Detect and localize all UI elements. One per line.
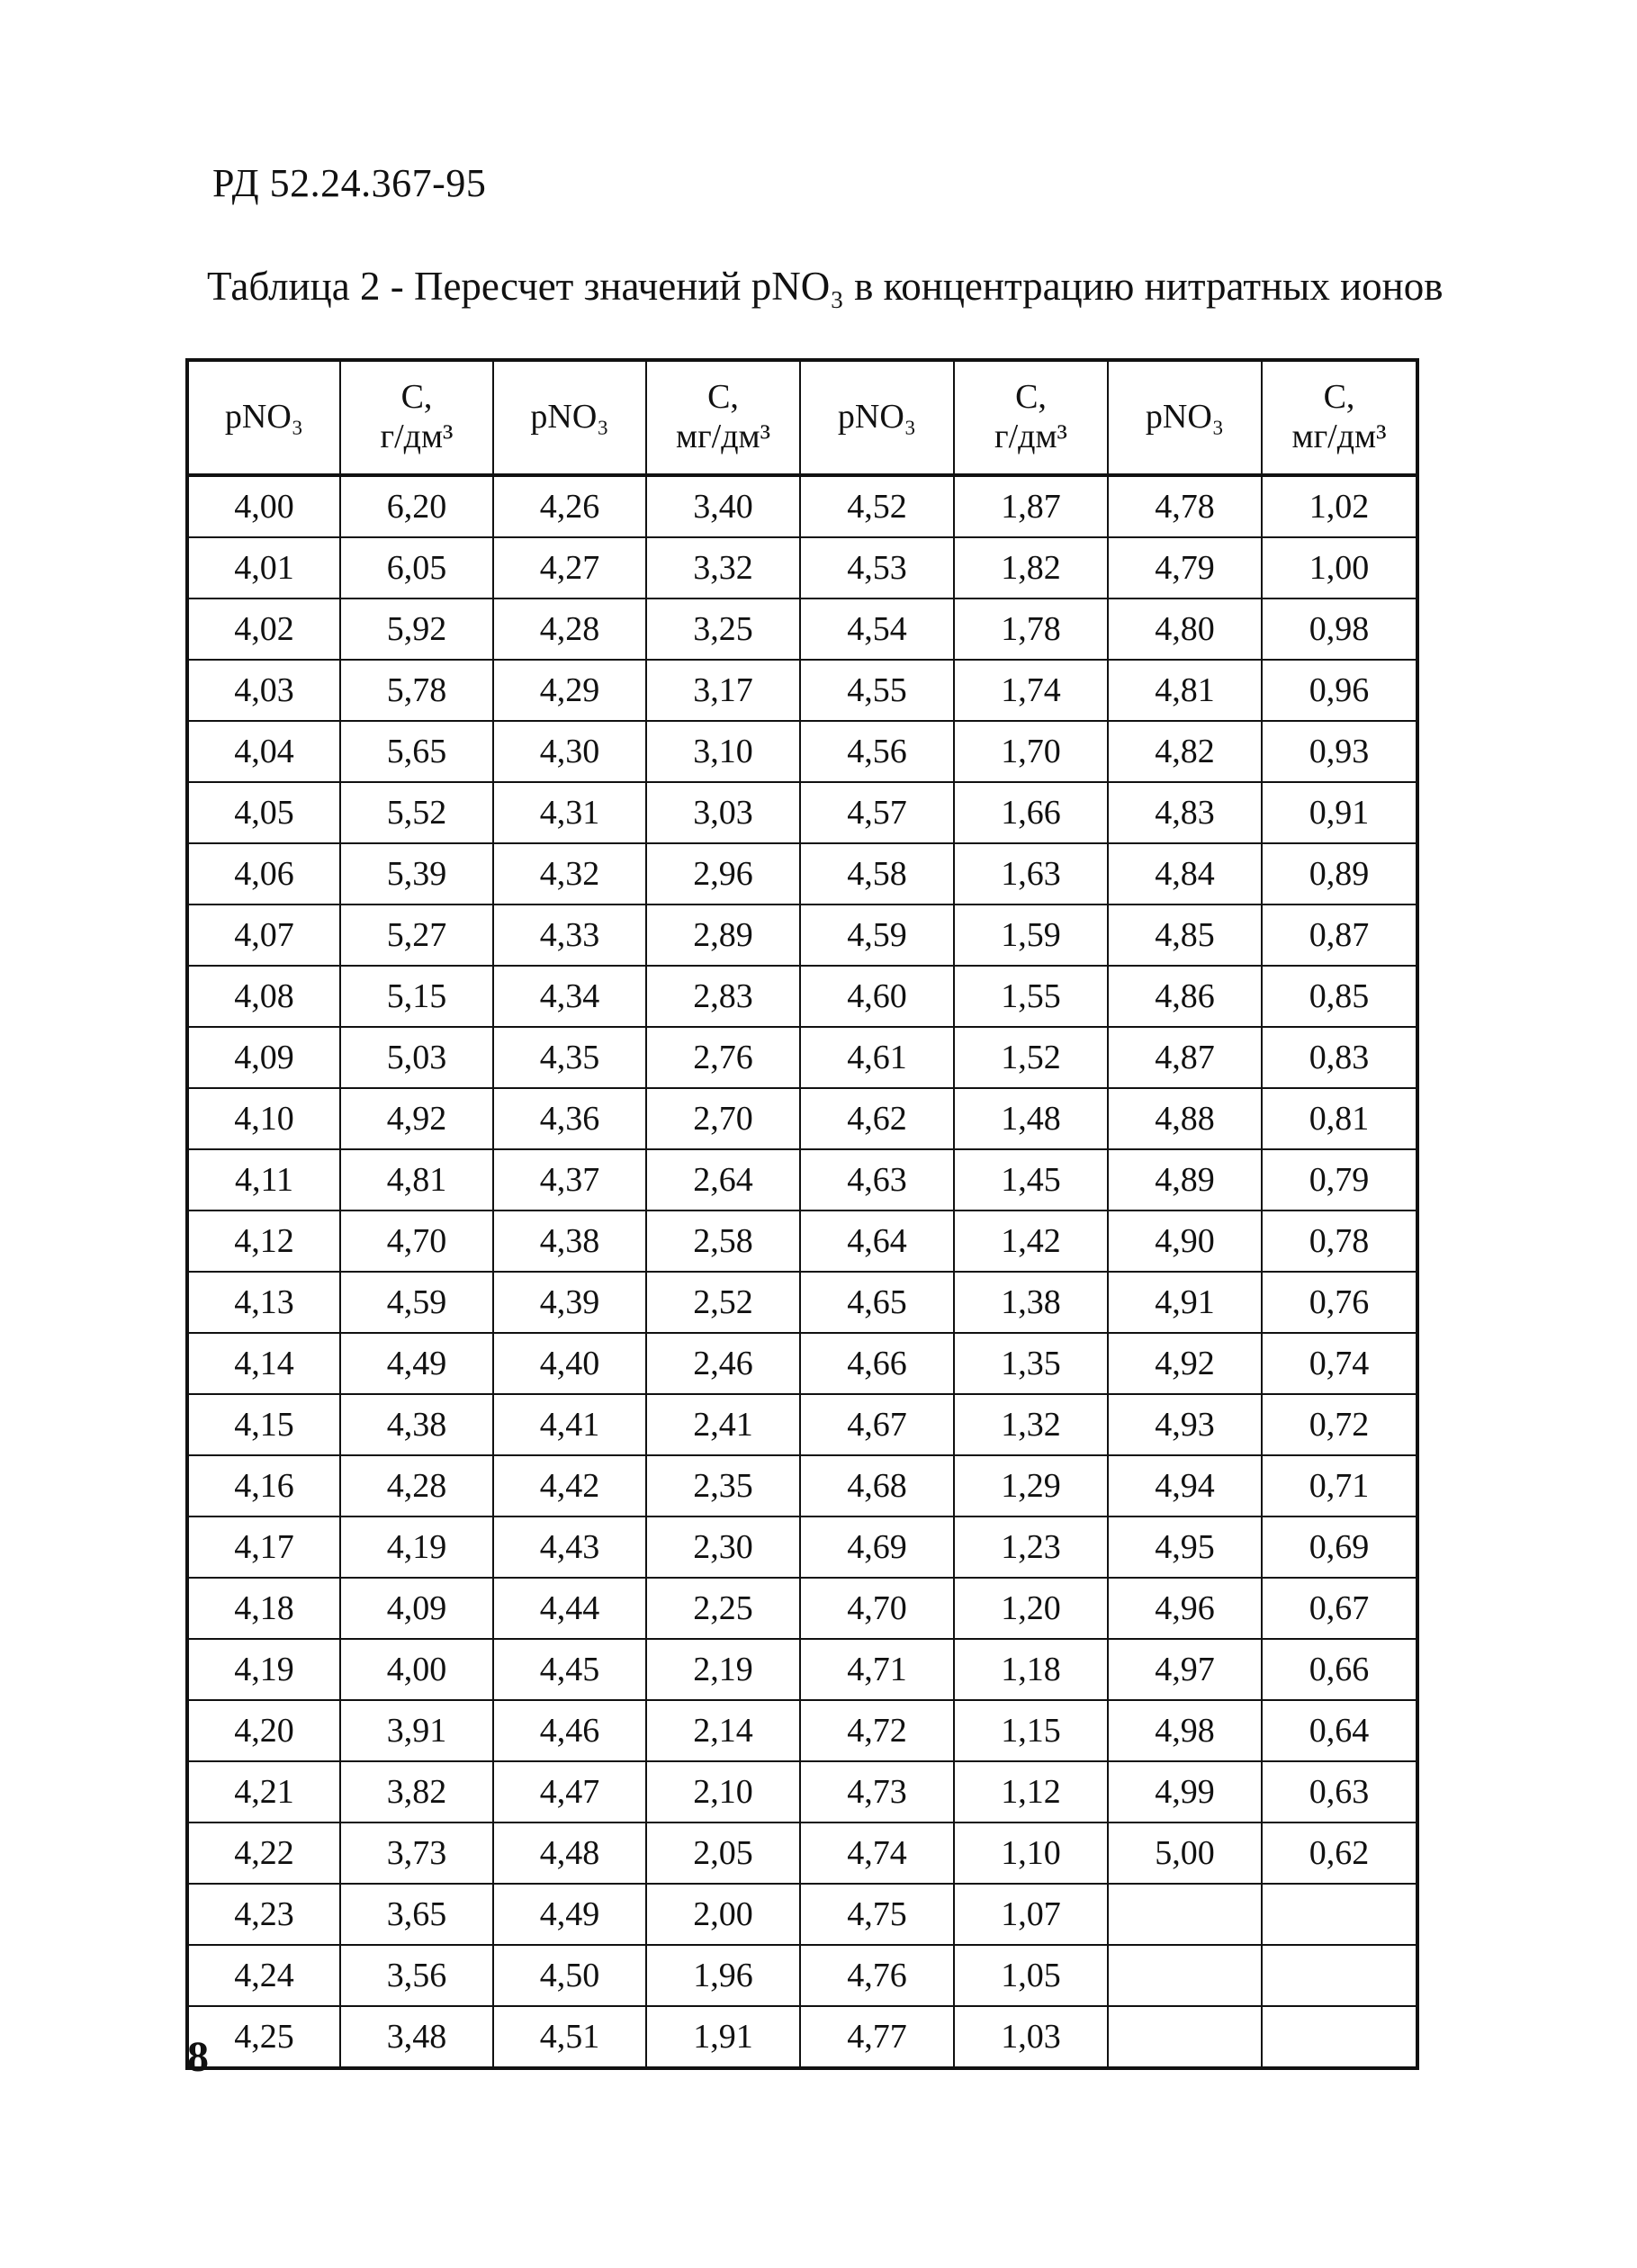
concentration-cell: 4,81 bbox=[340, 1149, 493, 1210]
pno3-cell: 4,02 bbox=[187, 598, 340, 660]
table-row bbox=[187, 1700, 1417, 1761]
page-number: 8 bbox=[187, 2033, 209, 2081]
pno3-cell bbox=[1108, 1945, 1262, 2006]
table-body bbox=[187, 475, 1417, 2068]
table-row bbox=[187, 1639, 1417, 1700]
pno3-cell: 4,28 bbox=[493, 598, 646, 660]
concentration-cell: 1,96 bbox=[646, 1945, 800, 2006]
concentration-cell bbox=[1262, 1884, 1417, 1945]
pno3-cell: 4,50 bbox=[493, 1945, 646, 2006]
concentration-cell: 1,59 bbox=[954, 904, 1108, 966]
concentration-cell: 1,00 bbox=[1262, 537, 1417, 598]
concentration-cell: 4,19 bbox=[340, 1516, 493, 1578]
concentration-cell: 2,58 bbox=[646, 1210, 800, 1272]
table-row bbox=[187, 1272, 1417, 1333]
pno3-cell: 4,13 bbox=[187, 1272, 340, 1333]
pno3-cell: 4,91 bbox=[1108, 1272, 1262, 1333]
concentration-cell: 6,20 bbox=[340, 475, 493, 537]
pno3-cell: 4,80 bbox=[1108, 598, 1262, 660]
table-row bbox=[187, 1333, 1417, 1394]
pno3-cell: 4,25 bbox=[187, 2006, 340, 2068]
pno3-cell: 4,33 bbox=[493, 904, 646, 966]
concentration-cell: 0,81 bbox=[1262, 1088, 1417, 1149]
pno3-cell: 4,93 bbox=[1108, 1394, 1262, 1455]
pno3-cell: 4,36 bbox=[493, 1088, 646, 1149]
concentration-cell: 2,05 bbox=[646, 1822, 800, 1884]
concentration-cell: 2,00 bbox=[646, 1884, 800, 1945]
pno3-cell: 4,78 bbox=[1108, 475, 1262, 537]
pno3-cell: 4,83 bbox=[1108, 782, 1262, 843]
pno3-cell: 4,24 bbox=[187, 1945, 340, 2006]
concentration-cell: 1,10 bbox=[954, 1822, 1108, 1884]
table-row bbox=[187, 1578, 1417, 1639]
concentration-cell: 2,10 bbox=[646, 1761, 800, 1822]
concentration-cell: 0,98 bbox=[1262, 598, 1417, 660]
table-row bbox=[187, 2006, 1417, 2068]
concentration-cell: 2,64 bbox=[646, 1149, 800, 1210]
pno3-cell: 4,71 bbox=[800, 1639, 954, 1700]
pno3-cell bbox=[1108, 2006, 1262, 2068]
concentration-cell: 3,48 bbox=[340, 2006, 493, 2068]
document-code: РД 52.24.367-95 bbox=[212, 161, 487, 205]
pno3-cell: 4,86 bbox=[1108, 966, 1262, 1027]
table-row bbox=[187, 1822, 1417, 1884]
concentration-cell: 4,70 bbox=[340, 1210, 493, 1272]
pno3-cell: 4,54 bbox=[800, 598, 954, 660]
table-row bbox=[187, 1761, 1417, 1822]
pno3-cell: 4,67 bbox=[800, 1394, 954, 1455]
header-pno3: pNO₃ bbox=[1108, 360, 1262, 475]
concentration-cell: 4,28 bbox=[340, 1455, 493, 1516]
pno3-cell: 4,38 bbox=[493, 1210, 646, 1272]
concentration-cell: 3,03 bbox=[646, 782, 800, 843]
pno3-cell: 4,89 bbox=[1108, 1149, 1262, 1210]
table-row bbox=[187, 475, 1417, 537]
table-row bbox=[187, 782, 1417, 843]
pno3-cell: 4,90 bbox=[1108, 1210, 1262, 1272]
concentration-cell: 1,15 bbox=[954, 1700, 1108, 1761]
pno3-cell: 4,82 bbox=[1108, 721, 1262, 782]
concentration-cell: 1,32 bbox=[954, 1394, 1108, 1455]
pno3-cell: 4,37 bbox=[493, 1149, 646, 1210]
table-row bbox=[187, 966, 1417, 1027]
concentration-cell: 1,07 bbox=[954, 1884, 1108, 1945]
table-row bbox=[187, 1516, 1417, 1578]
header-unit: г/дм³ bbox=[380, 418, 454, 455]
table-row bbox=[187, 537, 1417, 598]
pno3-cell: 4,70 bbox=[800, 1578, 954, 1639]
concentration-cell: 0,63 bbox=[1262, 1761, 1417, 1822]
concentration-cell: 2,30 bbox=[646, 1516, 800, 1578]
pno3-cell: 4,98 bbox=[1108, 1700, 1262, 1761]
concentration-cell: 3,25 bbox=[646, 598, 800, 660]
concentration-cell: 0,76 bbox=[1262, 1272, 1417, 1333]
pno3-cell: 5,00 bbox=[1108, 1822, 1262, 1884]
header-c-label: C, bbox=[1015, 378, 1047, 417]
concentration-cell: 1,66 bbox=[954, 782, 1108, 843]
table-header-row bbox=[187, 360, 1417, 475]
pno3-cell: 4,43 bbox=[493, 1516, 646, 1578]
concentration-cell: 1,29 bbox=[954, 1455, 1108, 1516]
concentration-cell: 2,35 bbox=[646, 1455, 800, 1516]
concentration-cell bbox=[1262, 2006, 1417, 2068]
table-row bbox=[187, 1394, 1417, 1455]
concentration-cell: 3,73 bbox=[340, 1822, 493, 1884]
pno3-cell: 4,03 bbox=[187, 660, 340, 721]
pno3-cell: 4,11 bbox=[187, 1149, 340, 1210]
pno3-cell: 4,09 bbox=[187, 1027, 340, 1088]
concentration-cell: 5,52 bbox=[340, 782, 493, 843]
concentration-cell: 2,25 bbox=[646, 1578, 800, 1639]
table-row bbox=[187, 1027, 1417, 1088]
concentration-cell: 2,83 bbox=[646, 966, 800, 1027]
pno3-cell: 4,77 bbox=[800, 2006, 954, 2068]
pno3-cell: 4,52 bbox=[800, 475, 954, 537]
concentration-cell: 0,71 bbox=[1262, 1455, 1417, 1516]
pno3-cell: 4,23 bbox=[187, 1884, 340, 1945]
concentration-cell: 0,83 bbox=[1262, 1027, 1417, 1088]
pno3-cell: 4,42 bbox=[493, 1455, 646, 1516]
pno3-cell: 4,87 bbox=[1108, 1027, 1262, 1088]
concentration-cell: 1,42 bbox=[954, 1210, 1108, 1272]
concentration-cell: 1,87 bbox=[954, 475, 1108, 537]
pno3-cell: 4,48 bbox=[493, 1822, 646, 1884]
concentration-cell: 0,72 bbox=[1262, 1394, 1417, 1455]
pno3-cell: 4,94 bbox=[1108, 1455, 1262, 1516]
pno3-cell: 4,49 bbox=[493, 1884, 646, 1945]
pno3-cell: 4,20 bbox=[187, 1700, 340, 1761]
pno3-cell: 4,07 bbox=[187, 904, 340, 966]
table-row bbox=[187, 660, 1417, 721]
pno3-cell: 4,88 bbox=[1108, 1088, 1262, 1149]
pno3-cell: 4,41 bbox=[493, 1394, 646, 1455]
concentration-cell: 5,15 bbox=[340, 966, 493, 1027]
concentration-cell: 1,23 bbox=[954, 1516, 1108, 1578]
concentration-cell: 1,48 bbox=[954, 1088, 1108, 1149]
pno3-cell: 4,96 bbox=[1108, 1578, 1262, 1639]
pno3-cell: 4,76 bbox=[800, 1945, 954, 2006]
concentration-cell: 5,03 bbox=[340, 1027, 493, 1088]
table-row bbox=[187, 721, 1417, 782]
pno3-cell: 4,34 bbox=[493, 966, 646, 1027]
concentration-cell: 4,38 bbox=[340, 1394, 493, 1455]
concentration-cell: 2,76 bbox=[646, 1027, 800, 1088]
concentration-cell: 0,69 bbox=[1262, 1516, 1417, 1578]
table-row bbox=[187, 1210, 1417, 1272]
pno3-cell: 4,58 bbox=[800, 843, 954, 904]
concentration-cell: 3,91 bbox=[340, 1700, 493, 1761]
pno3-cell: 4,18 bbox=[187, 1578, 340, 1639]
concentration-cell: 0,64 bbox=[1262, 1700, 1417, 1761]
header-pno3: pNO₃ bbox=[493, 360, 646, 475]
concentration-cell: 1,20 bbox=[954, 1578, 1108, 1639]
header-pno3: pNO₃ bbox=[800, 360, 954, 475]
concentration-cell: 1,78 bbox=[954, 598, 1108, 660]
pno3-cell: 4,65 bbox=[800, 1272, 954, 1333]
concentration-cell: 4,49 bbox=[340, 1333, 493, 1394]
concentration-cell: 2,19 bbox=[646, 1639, 800, 1700]
concentration-cell: 5,78 bbox=[340, 660, 493, 721]
pno3-cell: 4,06 bbox=[187, 843, 340, 904]
pno3-cell: 4,21 bbox=[187, 1761, 340, 1822]
concentration-cell: 0,93 bbox=[1262, 721, 1417, 782]
pno3-cell: 4,44 bbox=[493, 1578, 646, 1639]
pno3-cell: 4,84 bbox=[1108, 843, 1262, 904]
concentration-cell: 2,96 bbox=[646, 843, 800, 904]
pno3-cell: 4,63 bbox=[800, 1149, 954, 1210]
pno3-cell: 4,30 bbox=[493, 721, 646, 782]
concentration-cell: 4,00 bbox=[340, 1639, 493, 1700]
pno3-cell: 4,15 bbox=[187, 1394, 340, 1455]
concentration-cell: 1,38 bbox=[954, 1272, 1108, 1333]
pno3-cell: 4,17 bbox=[187, 1516, 340, 1578]
pno3-cell: 4,31 bbox=[493, 782, 646, 843]
table-container bbox=[185, 358, 1416, 2056]
pno3-cell: 4,40 bbox=[493, 1333, 646, 1394]
pno3-cell: 4,61 bbox=[800, 1027, 954, 1088]
pno3-cell: 4,04 bbox=[187, 721, 340, 782]
table-row bbox=[187, 904, 1417, 966]
header-unit: мг/дм³ bbox=[676, 418, 770, 455]
concentration-cell: 0,96 bbox=[1262, 660, 1417, 721]
pno3-cell: 4,01 bbox=[187, 537, 340, 598]
concentration-cell: 1,52 bbox=[954, 1027, 1108, 1088]
concentration-cell: 3,32 bbox=[646, 537, 800, 598]
pno3-cell: 4,10 bbox=[187, 1088, 340, 1149]
header-pno3: pNO₃ bbox=[187, 360, 340, 475]
pno3-cell: 4,53 bbox=[800, 537, 954, 598]
pno3-cell: 4,66 bbox=[800, 1333, 954, 1394]
pno3-cell: 4,97 bbox=[1108, 1639, 1262, 1700]
pno3-cell: 4,16 bbox=[187, 1455, 340, 1516]
pno3-cell: 4,22 bbox=[187, 1822, 340, 1884]
concentration-cell: 3,17 bbox=[646, 660, 800, 721]
pno3-cell: 4,81 bbox=[1108, 660, 1262, 721]
concentration-cell: 0,87 bbox=[1262, 904, 1417, 966]
pno3-cell: 4,62 bbox=[800, 1088, 954, 1149]
table-title: Таблица 2 - Пересчет значений pNO₃ в концентрацию нитратных ионов bbox=[207, 264, 1444, 309]
pno3-cell: 4,47 bbox=[493, 1761, 646, 1822]
concentration-cell: 5,65 bbox=[340, 721, 493, 782]
concentration-cell: 2,89 bbox=[646, 904, 800, 966]
pno3-cell: 4,92 bbox=[1108, 1333, 1262, 1394]
concentration-cell: 1,45 bbox=[954, 1149, 1108, 1210]
pno3-cell: 4,74 bbox=[800, 1822, 954, 1884]
concentration-cell: 5,92 bbox=[340, 598, 493, 660]
concentration-cell: 1,02 bbox=[1262, 475, 1417, 537]
concentration-cell: 1,03 bbox=[954, 2006, 1108, 2068]
concentration-cell bbox=[1262, 1945, 1417, 2006]
pno3-cell: 4,29 bbox=[493, 660, 646, 721]
pno3-cell: 4,55 bbox=[800, 660, 954, 721]
pno3-cell bbox=[1108, 1884, 1262, 1945]
pno3-cell: 4,69 bbox=[800, 1516, 954, 1578]
table-row bbox=[187, 598, 1417, 660]
pno3-cell: 4,46 bbox=[493, 1700, 646, 1761]
pno3-cell: 4,73 bbox=[800, 1761, 954, 1822]
header-concentration bbox=[954, 360, 1108, 475]
pno3-cell: 4,08 bbox=[187, 966, 340, 1027]
concentration-cell: 1,35 bbox=[954, 1333, 1108, 1394]
pno3-cell: 4,99 bbox=[1108, 1761, 1262, 1822]
pno3-conversion-table bbox=[185, 358, 1419, 2070]
pno3-cell: 4,85 bbox=[1108, 904, 1262, 966]
header-c-label: C, bbox=[1323, 378, 1355, 417]
pno3-cell: 4,59 bbox=[800, 904, 954, 966]
concentration-cell: 0,66 bbox=[1262, 1639, 1417, 1700]
header-c-label: C, bbox=[707, 378, 739, 417]
concentration-cell: 3,56 bbox=[340, 1945, 493, 2006]
concentration-cell: 0,91 bbox=[1262, 782, 1417, 843]
header-c-label: C, bbox=[400, 378, 433, 417]
concentration-cell: 1,63 bbox=[954, 843, 1108, 904]
pno3-cell: 4,75 bbox=[800, 1884, 954, 1945]
pno3-cell: 4,27 bbox=[493, 537, 646, 598]
pno3-cell: 4,35 bbox=[493, 1027, 646, 1088]
pno3-cell: 4,57 bbox=[800, 782, 954, 843]
pno3-cell: 4,00 bbox=[187, 475, 340, 537]
header-concentration bbox=[646, 360, 800, 475]
pno3-cell: 4,12 bbox=[187, 1210, 340, 1272]
concentration-cell: 0,62 bbox=[1262, 1822, 1417, 1884]
header-unit: мг/дм³ bbox=[1291, 418, 1387, 455]
concentration-cell: 3,82 bbox=[340, 1761, 493, 1822]
concentration-cell: 1,05 bbox=[954, 1945, 1108, 2006]
concentration-cell: 2,70 bbox=[646, 1088, 800, 1149]
table-row bbox=[187, 1149, 1417, 1210]
concentration-cell: 1,18 bbox=[954, 1639, 1108, 1700]
concentration-cell: 4,59 bbox=[340, 1272, 493, 1333]
pno3-cell: 4,72 bbox=[800, 1700, 954, 1761]
concentration-cell: 0,89 bbox=[1262, 843, 1417, 904]
pno3-cell: 4,19 bbox=[187, 1639, 340, 1700]
concentration-cell: 2,41 bbox=[646, 1394, 800, 1455]
concentration-cell: 1,74 bbox=[954, 660, 1108, 721]
pno3-cell: 4,68 bbox=[800, 1455, 954, 1516]
pno3-cell: 4,32 bbox=[493, 843, 646, 904]
header-concentration bbox=[340, 360, 493, 475]
concentration-cell: 0,85 bbox=[1262, 966, 1417, 1027]
pno3-cell: 4,14 bbox=[187, 1333, 340, 1394]
header-concentration bbox=[1262, 360, 1417, 475]
concentration-cell: 2,14 bbox=[646, 1700, 800, 1761]
concentration-cell: 5,39 bbox=[340, 843, 493, 904]
pno3-cell: 4,26 bbox=[493, 475, 646, 537]
concentration-cell: 3,65 bbox=[340, 1884, 493, 1945]
header-unit: г/дм³ bbox=[994, 418, 1067, 455]
concentration-cell: 4,09 bbox=[340, 1578, 493, 1639]
pno3-cell: 4,60 bbox=[800, 966, 954, 1027]
concentration-cell: 4,92 bbox=[340, 1088, 493, 1149]
pno3-cell: 4,39 bbox=[493, 1272, 646, 1333]
pno3-cell: 4,51 bbox=[493, 2006, 646, 2068]
pno3-cell: 4,56 bbox=[800, 721, 954, 782]
concentration-cell: 1,55 bbox=[954, 966, 1108, 1027]
concentration-cell: 3,10 bbox=[646, 721, 800, 782]
table-row bbox=[187, 843, 1417, 904]
concentration-cell: 3,40 bbox=[646, 475, 800, 537]
concentration-cell: 6,05 bbox=[340, 537, 493, 598]
pno3-cell: 4,64 bbox=[800, 1210, 954, 1272]
concentration-cell: 0,74 bbox=[1262, 1333, 1417, 1394]
pno3-cell: 4,05 bbox=[187, 782, 340, 843]
pno3-cell: 4,79 bbox=[1108, 537, 1262, 598]
table-row bbox=[187, 1945, 1417, 2006]
concentration-cell: 1,12 bbox=[954, 1761, 1108, 1822]
concentration-cell: 0,67 bbox=[1262, 1578, 1417, 1639]
table-row bbox=[187, 1088, 1417, 1149]
concentration-cell: 0,78 bbox=[1262, 1210, 1417, 1272]
table-row bbox=[187, 1884, 1417, 1945]
concentration-cell: 1,91 bbox=[646, 2006, 800, 2068]
table-row bbox=[187, 1455, 1417, 1516]
pno3-cell: 4,95 bbox=[1108, 1516, 1262, 1578]
concentration-cell: 1,82 bbox=[954, 537, 1108, 598]
concentration-cell: 2,52 bbox=[646, 1272, 800, 1333]
concentration-cell: 5,27 bbox=[340, 904, 493, 966]
concentration-cell: 0,79 bbox=[1262, 1149, 1417, 1210]
concentration-cell: 1,70 bbox=[954, 721, 1108, 782]
pno3-cell: 4,45 bbox=[493, 1639, 646, 1700]
concentration-cell: 2,46 bbox=[646, 1333, 800, 1394]
